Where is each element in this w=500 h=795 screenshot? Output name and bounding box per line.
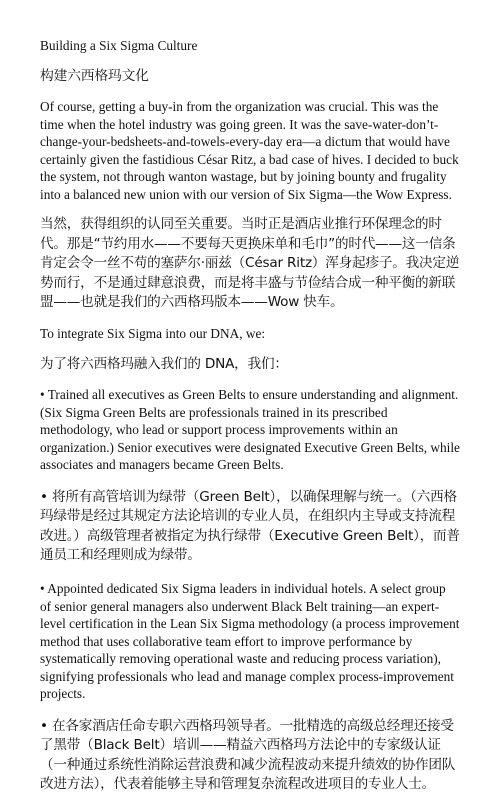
section-title-en: Building a Six Sigma Culture — [40, 38, 198, 53]
paragraph-1-en: Of course, getting a buy-in from the organization was crucial. This was the time when the hotel industry was going green. It was the save-water-don’t-change-your-bedsheets-and-towels-every-day era—a dictum that would have certainly given the fastidious César Ritz, a bad case of hives. I decided to buck the system, not through wanton wastage, but by joining bounty and frugality into a balanced new union with our version of Six Sigma—the Wow Express. — [40, 99, 459, 202]
bullet-green-belt-en: • Trained all executives as Green Belts to ensure understanding and alignment. (Six Sigma Green Belts are professionals trained in its prescribed methodology, who lead or support process improvements within an organization.) Senior executives were designated Executive Green Belts, while associates and managers became Green Belts. — [40, 387, 460, 473]
bullet-black-belt-en: • Appointed dedicated Six Sigma leaders in individual hotels. A select group of senior general managers also underwent Black Belt training—an expert-level certification in the Lean Six Sigma methodology (a process improvement method that uses collaborative team effort to improve performance by systematically removing operational waste and reducing process variation), signifying professionals who lead and manage complex process-improvement projects. — [40, 581, 460, 702]
paragraph-1-zh: 当然，获得组织的认同至关重要。当时正是酒店业推行环保理念的时代。那是“节约用水——不要每天更换床单和毛巾”的时代——这一信条肯定会令一丝不苟的塞萨尔·丽兹（César Ritz）浑身起疹子。我决定逆势而行，不是通过肆意浪费，而是将丰盛与节俭结合成一种平衡的新联盟——也就是我们的六西格玛版本——Wow 快车。 — [40, 216, 460, 311]
paragraph-2-zh: 为了将六西格玛融入我们的 DNA，我们： — [40, 355, 288, 372]
bullet-green-belt-zh: • 将所有高管培训为绿带（Green Belt），以确保理解与统一。（六西格玛绿带是经过其规定方法论培训的专业人员，在组织内主导或支持流程改进。）高级管理者被指定为执行绿带（Executive Green Belt），而普通员工和经理则成为绿带。 — [40, 488, 460, 564]
section-title-zh: 构建六西格玛文化 — [40, 67, 149, 84]
bullet-black-belt-zh: • 在各家酒店任命专职六西格玛领导者。一批精选的高级总经理还接受了黑带（Black Belt）培训——精益六西格玛方法论中的专家级认证（一种通过系统性消除运营浪费和减少流程波动来提升绩效的协作团队改进方法），代表着能够主导和管理复杂流程改进项目的专业人士。 — [40, 717, 456, 793]
paragraph-2-en: To integrate Six Sigma into our DNA, we: — [40, 326, 266, 342]
